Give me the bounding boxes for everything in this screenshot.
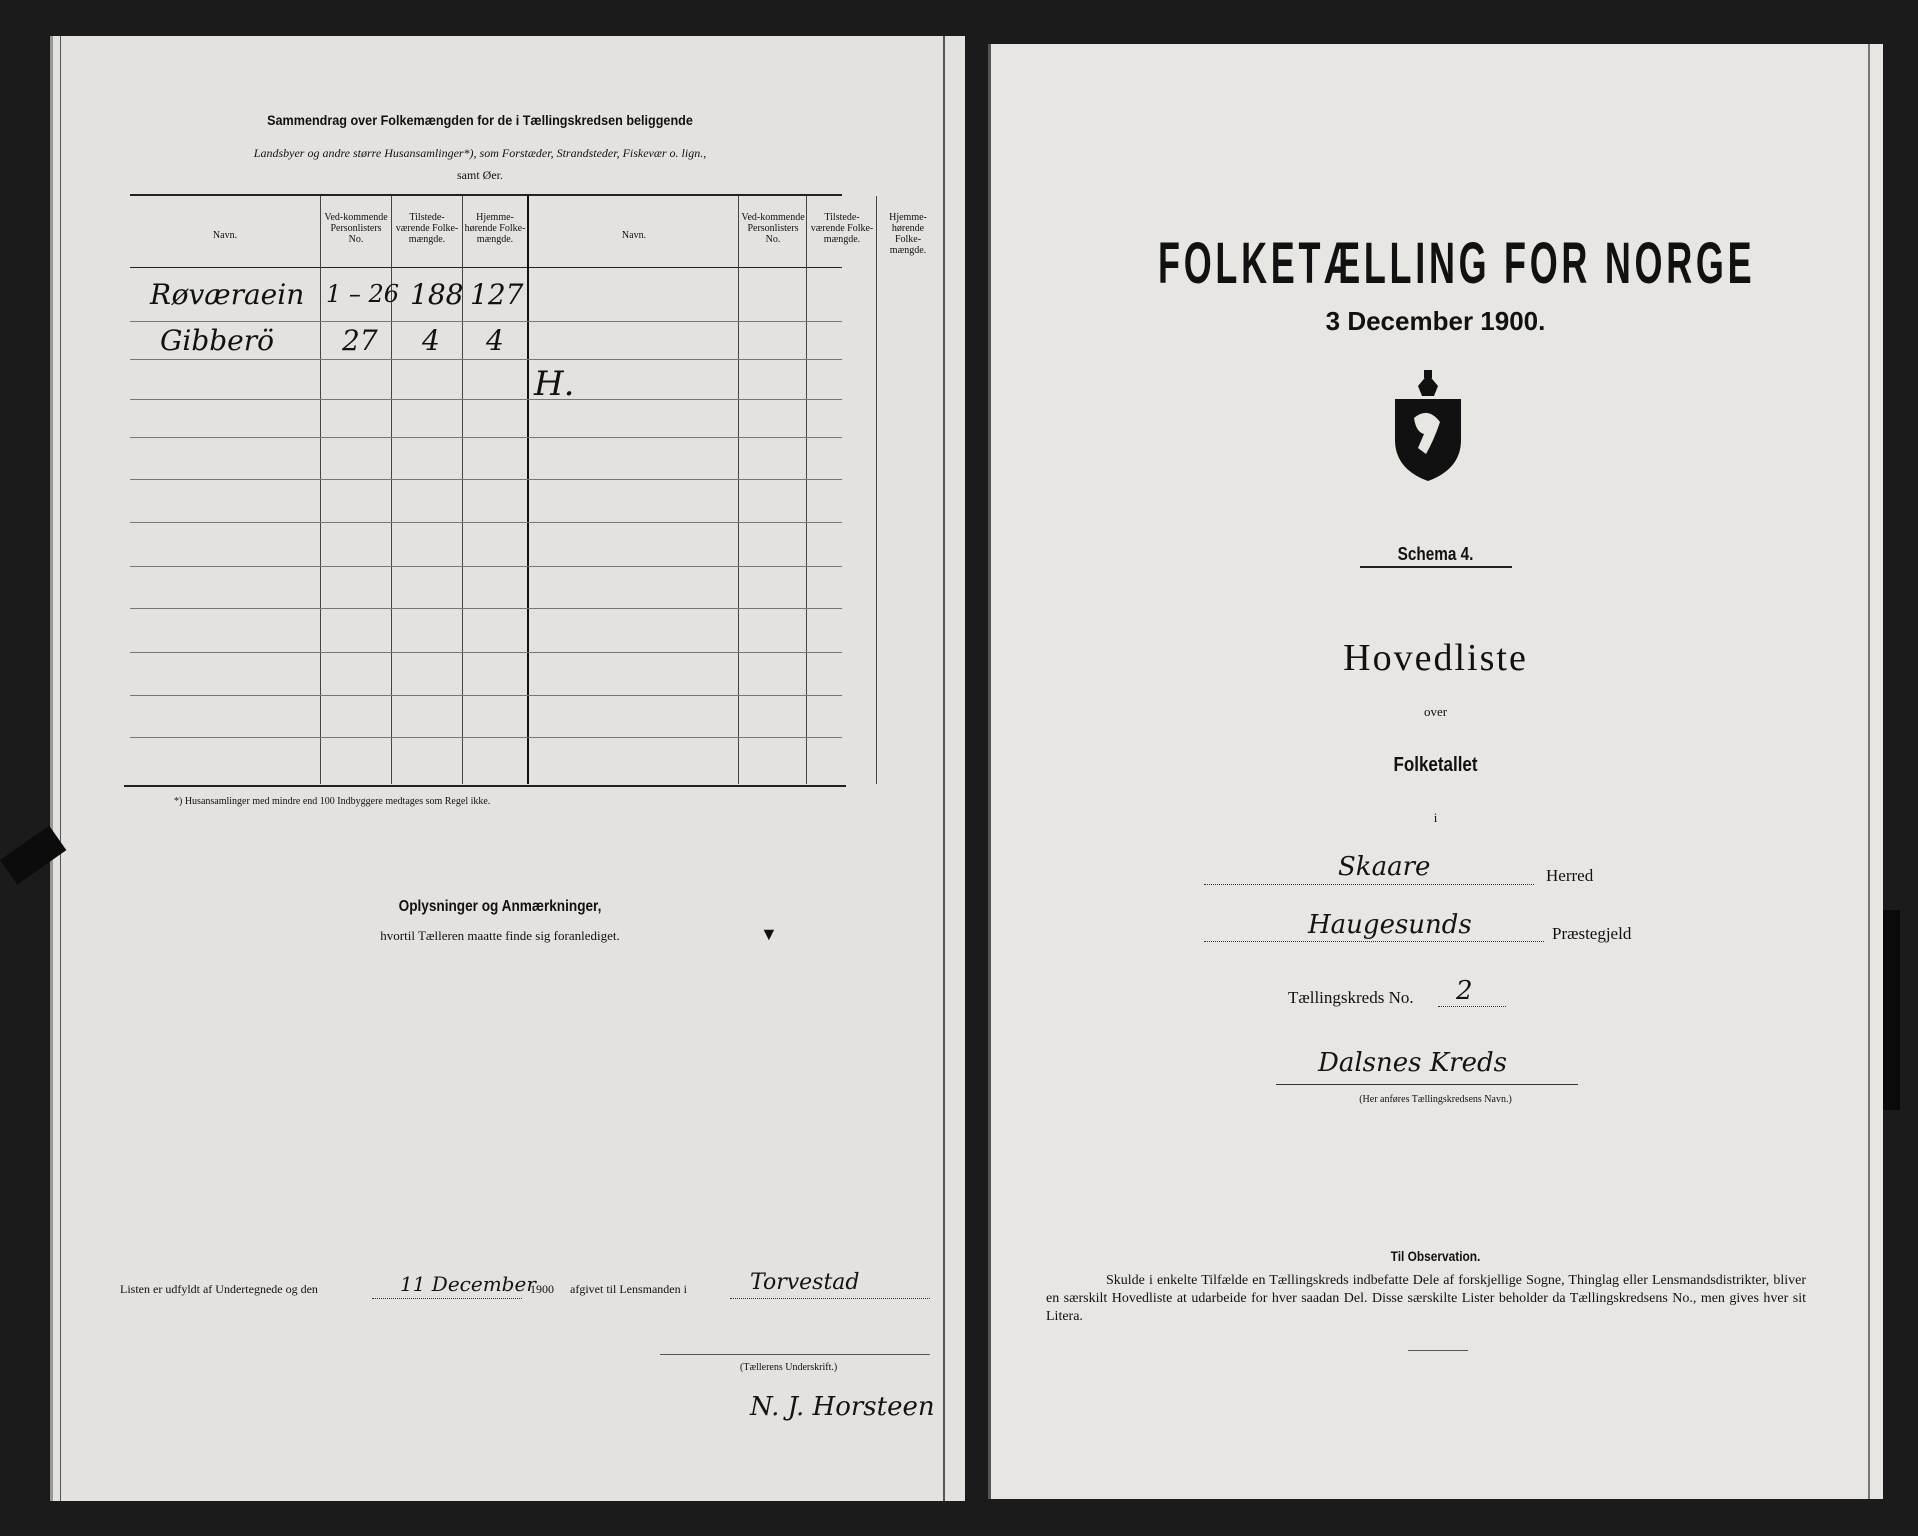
col-header-tilstede-2: Tilstede-værende Folke-mængde.: [810, 212, 874, 245]
table-bottom-rule: [124, 785, 846, 787]
page-edge: [60, 36, 61, 1501]
notes-subheading: hvortil Tælleren maatte finde sig foranlediget.: [380, 928, 620, 943]
table-row-rule: [130, 566, 842, 567]
observation-heading: Til Observation.: [1390, 1248, 1481, 1264]
table-top-rule: [130, 194, 842, 196]
observation-rule: [1408, 1350, 1468, 1351]
col-header-personlister: Ved-kommende Personlisters No.: [324, 212, 388, 245]
kreds-name: Dalsnes Kreds: [1318, 1048, 1507, 1078]
kreds-value: 2: [1456, 976, 1473, 1006]
kreds-label: Tællingskreds No.: [1288, 988, 1414, 1007]
schema-underline: [1360, 566, 1512, 568]
census-date: 3 December 1900.: [1325, 306, 1546, 336]
page-edge: [50, 36, 53, 1501]
row1-hjemme: 127: [470, 278, 524, 311]
table-row-rule: [130, 652, 842, 653]
praestegjeld-value: Haugesunds: [1308, 910, 1472, 940]
schema-label: Schema 4.: [1397, 544, 1474, 564]
col-header-navn-2: Navn.: [621, 230, 647, 241]
folketallet-label: Folketallet: [1393, 754, 1478, 776]
right-column-mark: H.: [534, 364, 575, 404]
table-row-rule: [130, 321, 842, 322]
row2-hjemme: 4: [486, 324, 504, 357]
left-page: [50, 36, 965, 1501]
kreds-caption: (Her anføres Tællingskredsens Navn.): [1359, 1094, 1512, 1105]
col-header-tilstede: Tilstede-værende Folke-mængde.: [395, 212, 459, 245]
kreds-line: [1438, 1006, 1506, 1007]
praestegjeld-line: [1204, 941, 1544, 942]
right-page: [988, 44, 1883, 1499]
over-label: over: [1423, 704, 1448, 719]
col-header-hjemme-2: Hjemme-hørende Folke-mængde.: [889, 212, 927, 256]
row1-tilstede: 188: [410, 278, 464, 311]
notes-heading: Oplysninger og Anmærkninger,: [398, 898, 602, 915]
table-row-rule: [130, 608, 842, 609]
sign-text-1: Listen er udfyldt af Undertegnede og den: [120, 1282, 318, 1296]
col-header-personlister-2: Ved-kommende Personlisters No.: [741, 212, 805, 245]
page-edge: [943, 36, 945, 1501]
kreds-name-line: [1276, 1084, 1578, 1085]
col-header-navn: Navn.: [212, 230, 238, 241]
row1-personlister: 1 – 26: [326, 280, 400, 308]
footnote: *) Husansamlinger med mindre end 100 Indbyggere medtages som Regel ikke.: [174, 796, 491, 807]
row2-tilstede: 4: [422, 324, 440, 357]
table-row-rule: [130, 695, 842, 696]
row1-navn: Røværaein: [150, 278, 305, 311]
praestegjeld-label: Præstegjeld: [1552, 924, 1632, 943]
signature-rule: [660, 1354, 930, 1355]
table-row-rule: [130, 737, 842, 738]
summary-subheading-2: samt Øer.: [457, 168, 503, 182]
date-line: [372, 1298, 522, 1299]
coat-of-arms-icon: [1388, 370, 1468, 482]
table-row-rule: [130, 479, 842, 480]
herred-label: Herred: [1546, 866, 1594, 885]
table-column-line: [876, 196, 877, 784]
table-row-rule: [130, 522, 842, 523]
sign-text-2: afgivet til Lensmanden i: [570, 1282, 687, 1296]
herred-value: Skaare: [1338, 852, 1431, 882]
table-header-rule: [130, 267, 842, 268]
observation-text: Skulde i enkelte Tilfælde en Tællingskreds indbefatte Dele af forskjellige Sogne, Thinglag eller Lensmandsdistrikter, bliver en særskilt Hovedliste at udarbeide for hver saadan Del. Disse særskilte Lister beholder da Tællingskredsens No., men gives hver sit Litera.: [1046, 1273, 1806, 1324]
table-row-rule: [130, 437, 842, 438]
signature: N. J. Horsteen: [750, 1392, 935, 1422]
herred-line: [1204, 884, 1534, 885]
summary-heading: Sammendrag over Folkemængden for de i Tællingskredsen beliggende: [267, 112, 693, 128]
sign-place: Torvestad: [750, 1270, 860, 1295]
sign-date: 11 December: [400, 1272, 536, 1296]
signature-caption: (Tællerens Underskrift.): [740, 1362, 838, 1373]
table-row-rule: [130, 359, 842, 360]
summary-subheading: Landsbyer og andre større Husansamlinger*), som Forstæder, Strandsteder, Fiskevær o. lign.,: [253, 146, 707, 160]
row2-personlister: 27: [342, 324, 378, 357]
arrow-mark-icon: ▼: [760, 924, 778, 944]
row2-navn: Gibberö: [160, 324, 274, 357]
main-title-wrap: [988, 230, 1883, 297]
col-header-hjemme: Hjemme-hørende Folke-mængde.: [464, 212, 526, 245]
place-line: [730, 1298, 930, 1299]
sign-year: 1900: [530, 1282, 554, 1296]
main-title: FOLKETÆLLING FOR NORGE: [1158, 231, 1756, 296]
hovedliste-title: Hovedliste: [1343, 637, 1528, 679]
i-label: i: [1433, 810, 1438, 825]
table-row-rule: [130, 399, 842, 400]
